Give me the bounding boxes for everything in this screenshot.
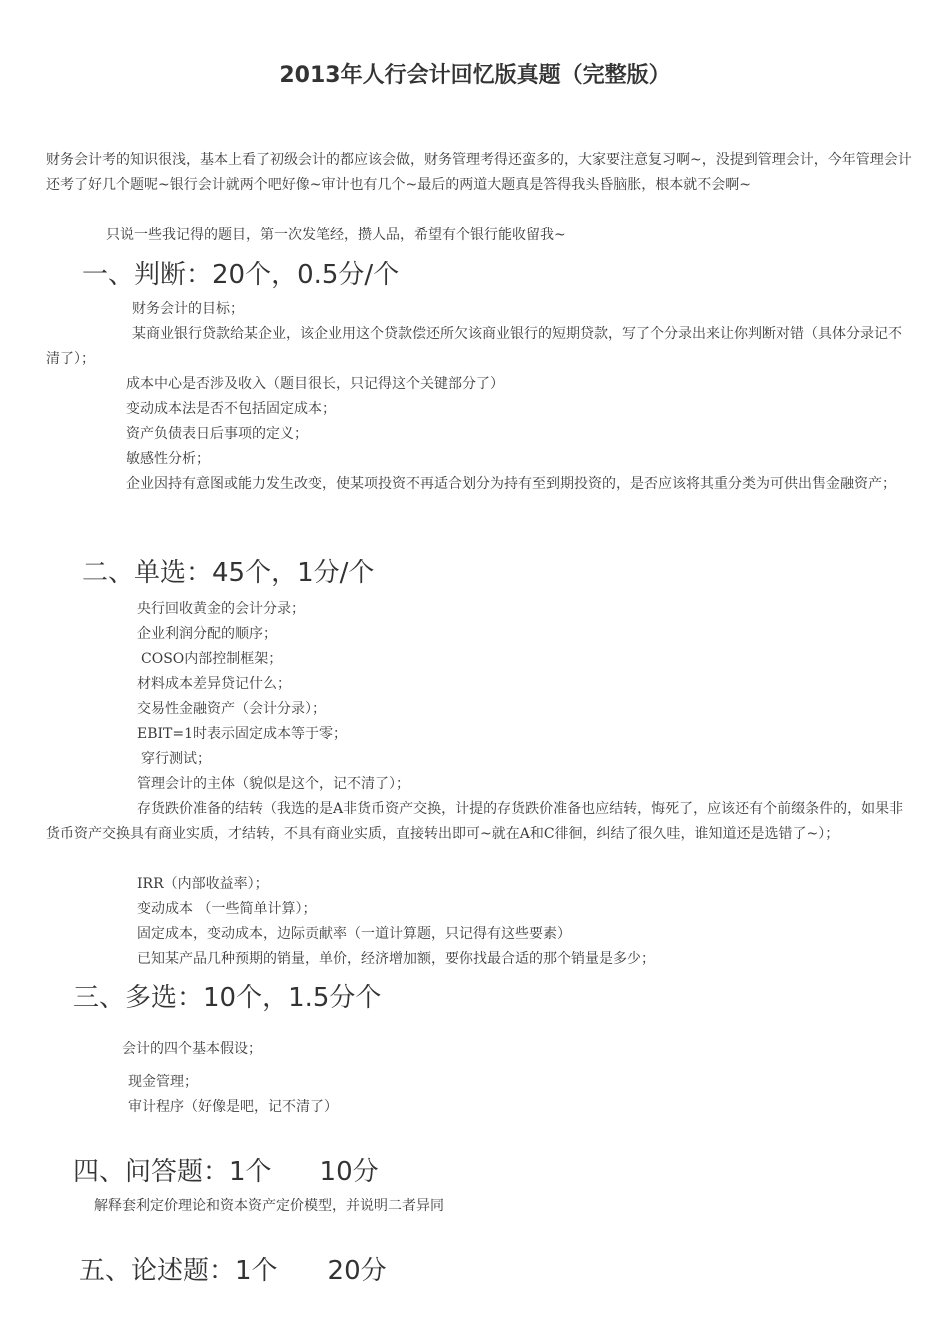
list-item: 央行回收黄金的会计分录； bbox=[137, 601, 305, 617]
section-heading-multiple-choice: 三、多选：10个，1.5分个 bbox=[73, 983, 382, 1013]
list-item: IRR（内部收益率）； bbox=[137, 876, 269, 892]
list-item: 成本中心是否涉及收入（题目很长，只记得这个关键部分了） bbox=[126, 376, 504, 392]
list-item: 企业利润分配的顺序； bbox=[137, 626, 277, 642]
list-item: 企业因持有意图或能力发生改变，使某项投资不再适合划分为持有至到期投资的，是否应该将其重分类为可供出售金融资产； bbox=[126, 476, 896, 492]
list-item: 某商业银行贷款给某企业，该企业用这个贷款偿还所欠该商业银行的短期贷款，写了个分录出来让你判断对错（具体分录记不清了）； bbox=[46, 326, 902, 367]
list-item: 会计的四个基本假设； bbox=[122, 1041, 262, 1057]
list-item: 存货跌价准备的结转（我选的是A非货币资产交换，计提的存货跌价准备也应结转，悔死了，应该还有个前缀条件的，如果非货币资产交换具有商业实质，才结转，不具有商业实质，直接转出即可~就在A和C徘徊，纠结了很久哇，谁知道还是选错了~）； bbox=[46, 801, 904, 842]
section-heading-score: 20分 bbox=[327, 1256, 387, 1286]
list-item: COSO内部控制框架； bbox=[141, 651, 283, 667]
section-heading-true-false: 一、判断：20个，0.5分/个 bbox=[82, 260, 400, 290]
list-item: 资产负债表日后事项的定义； bbox=[126, 426, 308, 442]
list-item: 现金管理； bbox=[128, 1074, 198, 1090]
section-heading-essay bbox=[79, 1250, 387, 1287]
intro-note: 只说一些我记得的题目，第一次发笔经，攒人品，希望有个银行能收留我~ bbox=[106, 227, 566, 243]
document-title: 2013年人行会计回忆版真题（完整版） bbox=[279, 63, 671, 88]
list-item: 材料成本差异贷记什么； bbox=[137, 676, 291, 692]
section-heading-short-answer bbox=[73, 1151, 379, 1188]
list-item: 交易性金融资产（会计分录）； bbox=[137, 701, 326, 717]
section-heading-count: 五、论述题：1个 bbox=[79, 1256, 278, 1286]
list-item: 解释套利定价理论和资本资产定价模型，并说明二者异同 bbox=[94, 1198, 444, 1214]
list-item: 穿行测试； bbox=[141, 751, 211, 767]
section-heading-count: 四、问答题：1个 bbox=[73, 1157, 272, 1187]
list-item: EBIT=1时表示固定成本等于零； bbox=[137, 726, 348, 742]
list-item: 变动成本 （一些简单计算）； bbox=[137, 901, 317, 917]
list-item: 审计程序（好像是吧，记不清了） bbox=[128, 1099, 338, 1115]
list-item: 变动成本法是否不包括固定成本； bbox=[126, 401, 336, 417]
section-heading-score: 10分 bbox=[319, 1157, 379, 1187]
list-item: 敏感性分析； bbox=[126, 451, 210, 467]
list-item: 固定成本，变动成本，边际贡献率（一道计算题，只记得有这些要素） bbox=[137, 926, 571, 942]
section-heading-single-choice: 二、单选：45个，1分/个 bbox=[82, 558, 375, 588]
list-item: 财务会计的目标； bbox=[132, 301, 244, 317]
list-item: 已知某产品几种预期的销量，单价，经济增加额，要你找最合适的那个销量是多少； bbox=[137, 951, 655, 967]
list-item: 管理会计的主体（貌似是这个，记不清了）； bbox=[137, 776, 410, 792]
intro-paragraph: 财务会计考的知识很浅，基本上看了初级会计的都应该会做，财务管理考得还蛮多的，大家要注意复习啊~，没提到管理会计，今年管理会计还考了好几个题呢~银行会计就两个吧好像~审计也有几个~最后的两道大题真是答得我头昏脑胀，根本就不会啊~ bbox=[46, 152, 912, 193]
